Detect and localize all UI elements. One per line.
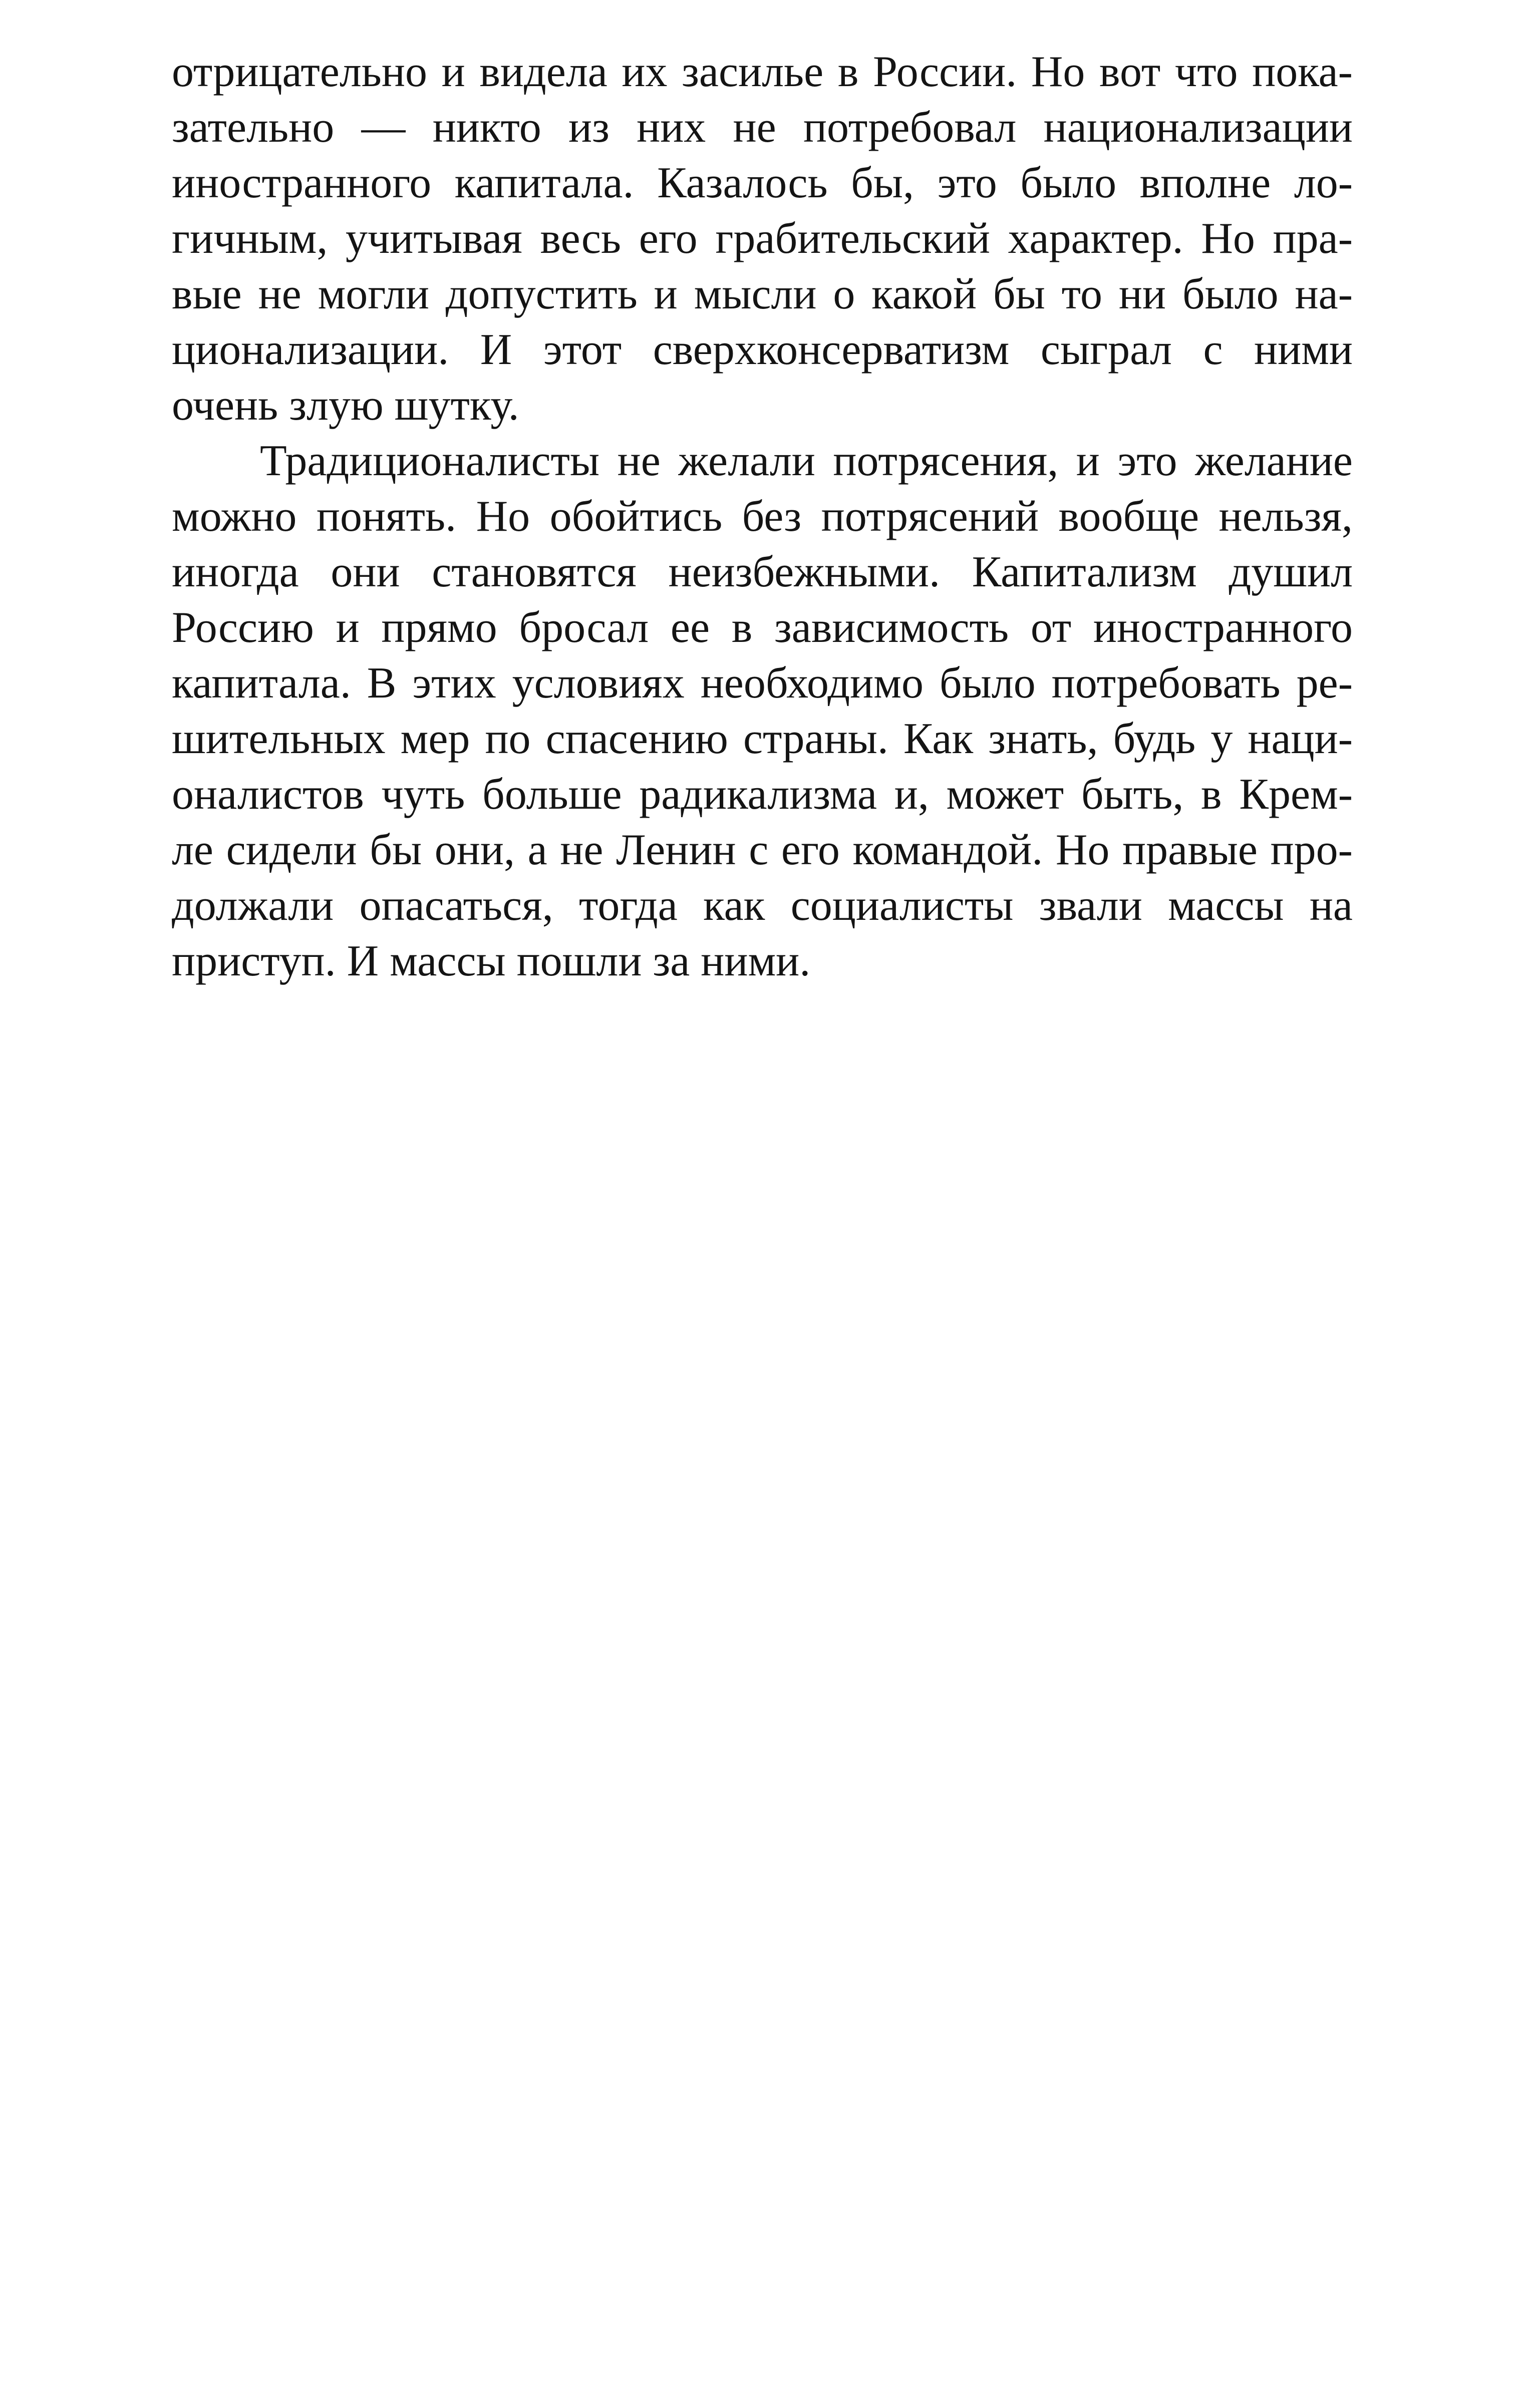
text-line: должали опасаться, тогда как социалисты звали массы на	[172, 881, 1353, 930]
paragraph-2	[172, 433, 1353, 989]
body-text	[172, 44, 1353, 989]
text-line: Традиционалисты не желали потрясения, и это желание	[260, 437, 1353, 485]
text-line: отрицательно и видела их засилье в России. Но вот что пока-	[172, 48, 1353, 96]
text-line: иностранного капитала. Казалось бы, это было вполне ло-	[172, 159, 1353, 207]
text-line: шительных мер по спасению страны. Как знать, будь у наци-	[172, 715, 1353, 763]
text-line: ле сидели бы они, а не Ленин с его командой. Но правые про-	[172, 826, 1353, 874]
text-line: приступ. И массы пошли за ними.	[172, 937, 811, 985]
paragraph-1	[172, 44, 1353, 433]
text-line: иногда они становятся неизбежными. Капитализм душил	[172, 548, 1353, 596]
text-line: ционализации. И этот сверхконсерватизм сыграл с ними	[172, 325, 1353, 374]
text-line: зательно — никто из них не потребовал национализации	[172, 103, 1353, 152]
text-line: оналистов чуть больше радикализма и, может быть, в Крем-	[172, 770, 1353, 819]
text-line: можно понять. Но обойтись без потрясений вообще нельзя,	[172, 492, 1353, 541]
text-line: капитала. В этих условиях необходимо было потребовать ре-	[172, 659, 1353, 708]
text-line: очень злую шутку.	[172, 381, 519, 430]
text-line: гичным, учитывая весь его грабительский характер. Но пра-	[172, 214, 1353, 263]
text-line: вые не могли допустить и мысли о какой бы то ни было на-	[172, 270, 1353, 318]
text-line: Россию и прямо бросал ее в зависимость от иностранного	[172, 603, 1353, 652]
